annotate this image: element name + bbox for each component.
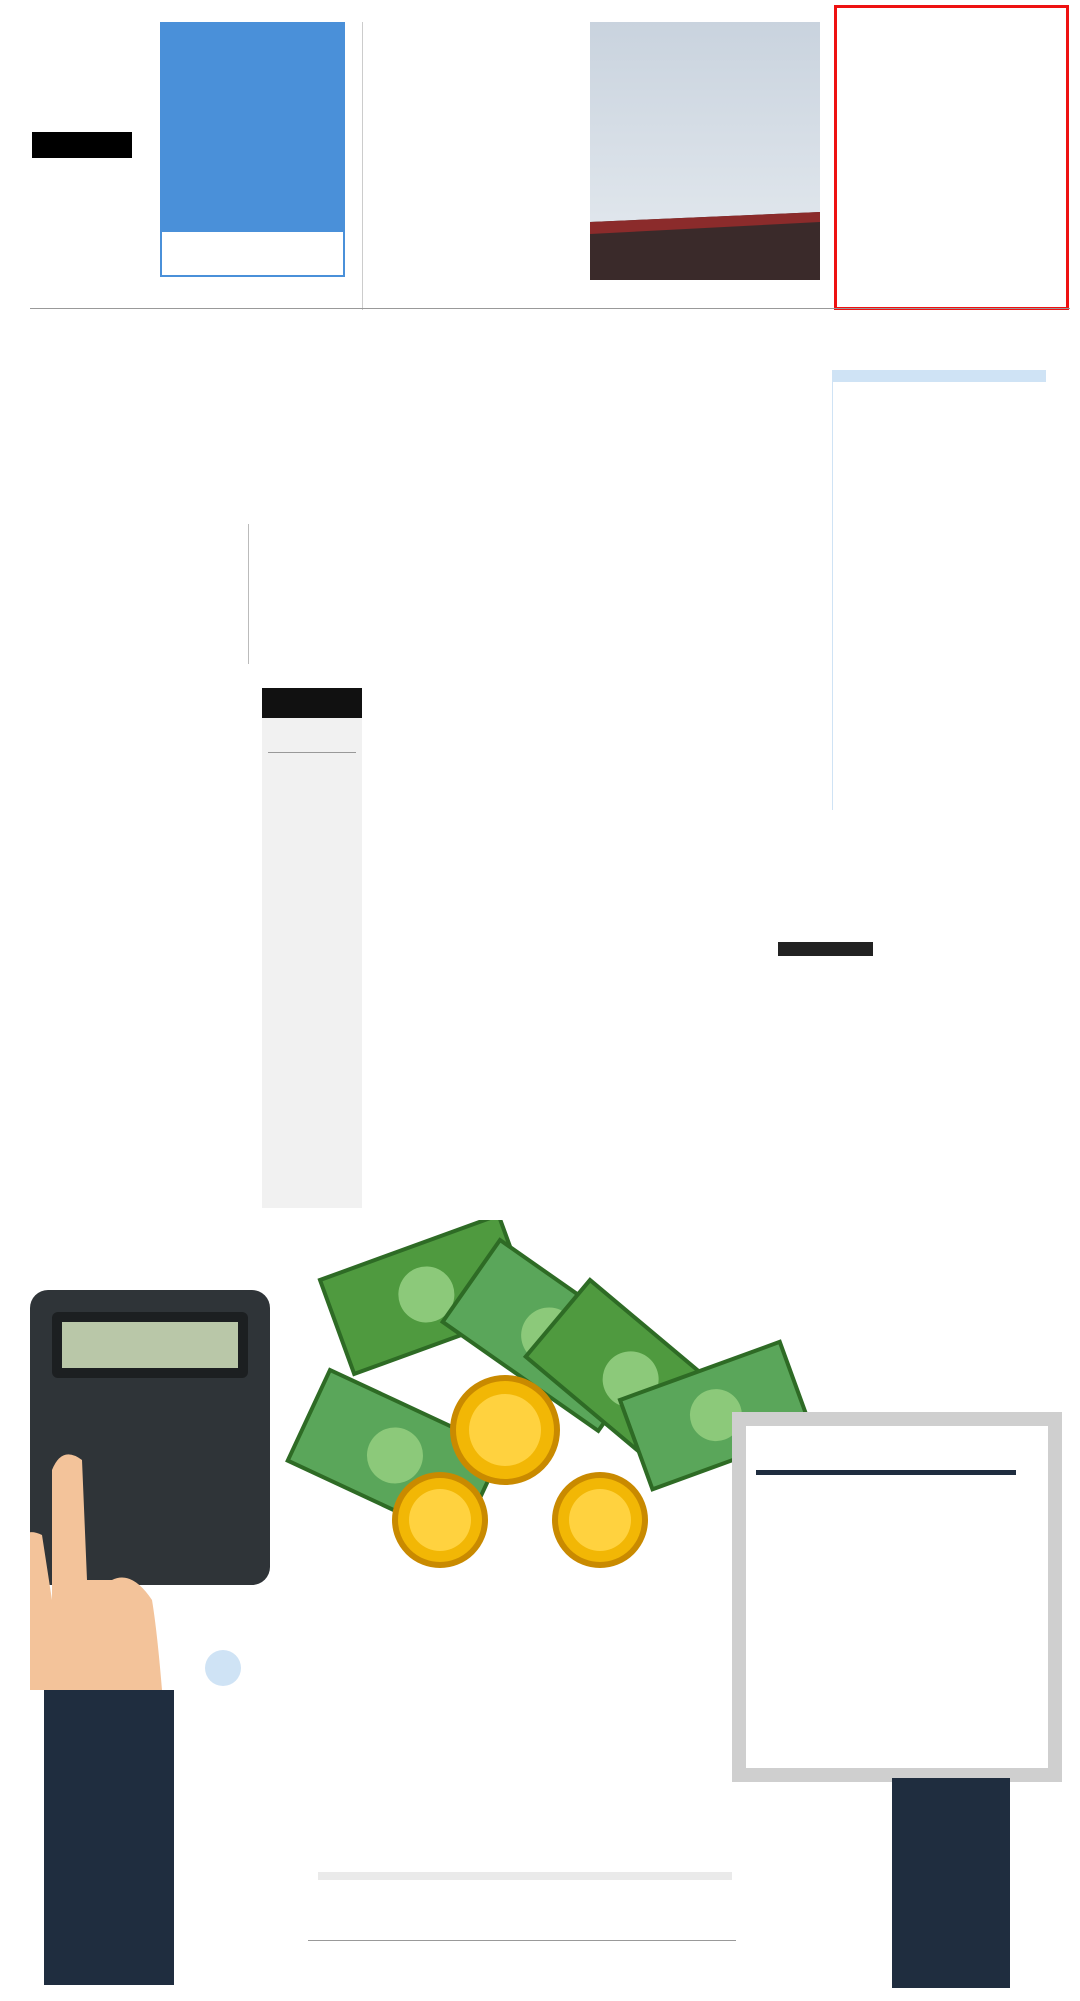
sidebar-body <box>848 480 1044 484</box>
opciones-rule <box>268 752 356 753</box>
brand-bar <box>32 132 132 158</box>
column-4 <box>832 810 1046 814</box>
column-1 <box>30 538 245 542</box>
tax-board-lines <box>756 1470 1036 1770</box>
alert-icon <box>205 1650 241 1686</box>
qr-code-icon[interactable] <box>783 968 869 1054</box>
sidebar-top-bar <box>832 370 1046 382</box>
header-rule <box>30 308 1070 309</box>
bar-chart <box>300 1640 720 1875</box>
column-3-end <box>688 1212 816 1216</box>
source-rule <box>308 1940 736 1941</box>
sidebar-rule <box>832 370 833 810</box>
column-3 <box>603 688 815 692</box>
section-band <box>160 232 345 277</box>
opciones-bar <box>262 688 362 718</box>
header-divider <box>362 22 363 310</box>
deck-rule <box>248 524 249 664</box>
highlight-box <box>834 5 1069 310</box>
stat-box-17 <box>44 1690 174 1985</box>
qr-bar <box>778 942 873 956</box>
stat-box-40 <box>892 1778 1010 1988</box>
opciones-body <box>268 758 358 783</box>
column-2 <box>372 688 582 692</box>
chart-note <box>318 1872 732 1880</box>
column-3-lower <box>603 1000 768 1004</box>
cargo-ship-photo <box>590 22 820 280</box>
